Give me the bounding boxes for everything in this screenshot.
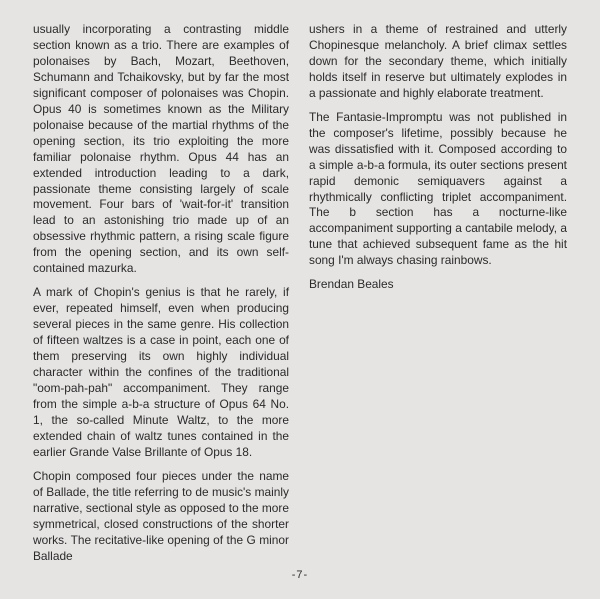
paragraph-ballades: Chopin composed four pieces under the name of Ballade, the title referring to de music's mainly narrative, sectional style as opposed to the more symmetrical, closed constructions of the shorter works. The recitative-like opening of the G minor Ballade <box>33 468 289 563</box>
paragraph-waltzes: A mark of Chopin's genius is that he rarely, if ever, repeated himself, even when producing several pieces in the same genre. His collection of fifteen waltzes is a case in point, each one of them preserving its own highly individual character within the confines of the traditional "oom-pah-pah" accompaniment. They range from the simple a-b-a structure of Opus 64 No. 1, the so-called Minute Waltz, to the more extended chain of waltz tunes contained in the earlier Grande Valse Brillante of Opus 18. <box>33 285 289 459</box>
right-column <box>309 22 567 301</box>
author-signature: Brendan Beales <box>309 277 394 292</box>
paragraph-ballade-continued: ushers in a theme of restrained and utterly Chopinesque melancholy. A brief climax settles down for the secondary theme, which initially holds itself in reserve but ultimately explodes in a passionate and highly elaborate treatment. <box>309 22 567 100</box>
paragraph-fantasie-impromptu: The Fantasie-Impromptu was not published in the composer's lifetime, possibly because he was dissatisfied with it. Composed according to a simple a-b-a formula, its outer sections present rapid demonic semiquavers against a rhythmically conflicting triplet accompaniment. The b section has a nocturne-like accompaniment supporting a cantabile melody, a tune that achieved subsequent fame as the hit song I'm always chasing rainbows. <box>309 109 567 268</box>
left-column <box>33 22 289 564</box>
paragraph-polonaises: usually incorporating a contrasting middle section known as a trio. There are examples of polonaises by Bach, Mozart, Beethoven, Schumann and Tchaikovsky, but by far the most significant composer of polonaises was Chopin. Opus 40 is sometimes known as the Military polonaise because of the martial rhythms of the opening section, its trio exploiting the more familiar polonaise rhythm. Opus 44 has an extended introduction leading to a dark, passionate theme consisting largely of scale movement. Four bars of 'wait-for-it' transition lead to an astonishing trio made up of an obsessive rhythmic pattern, a rising scale figure from the opening section, and its own self-contained mazurka. <box>33 22 289 276</box>
page-number: -7- <box>291 569 309 581</box>
